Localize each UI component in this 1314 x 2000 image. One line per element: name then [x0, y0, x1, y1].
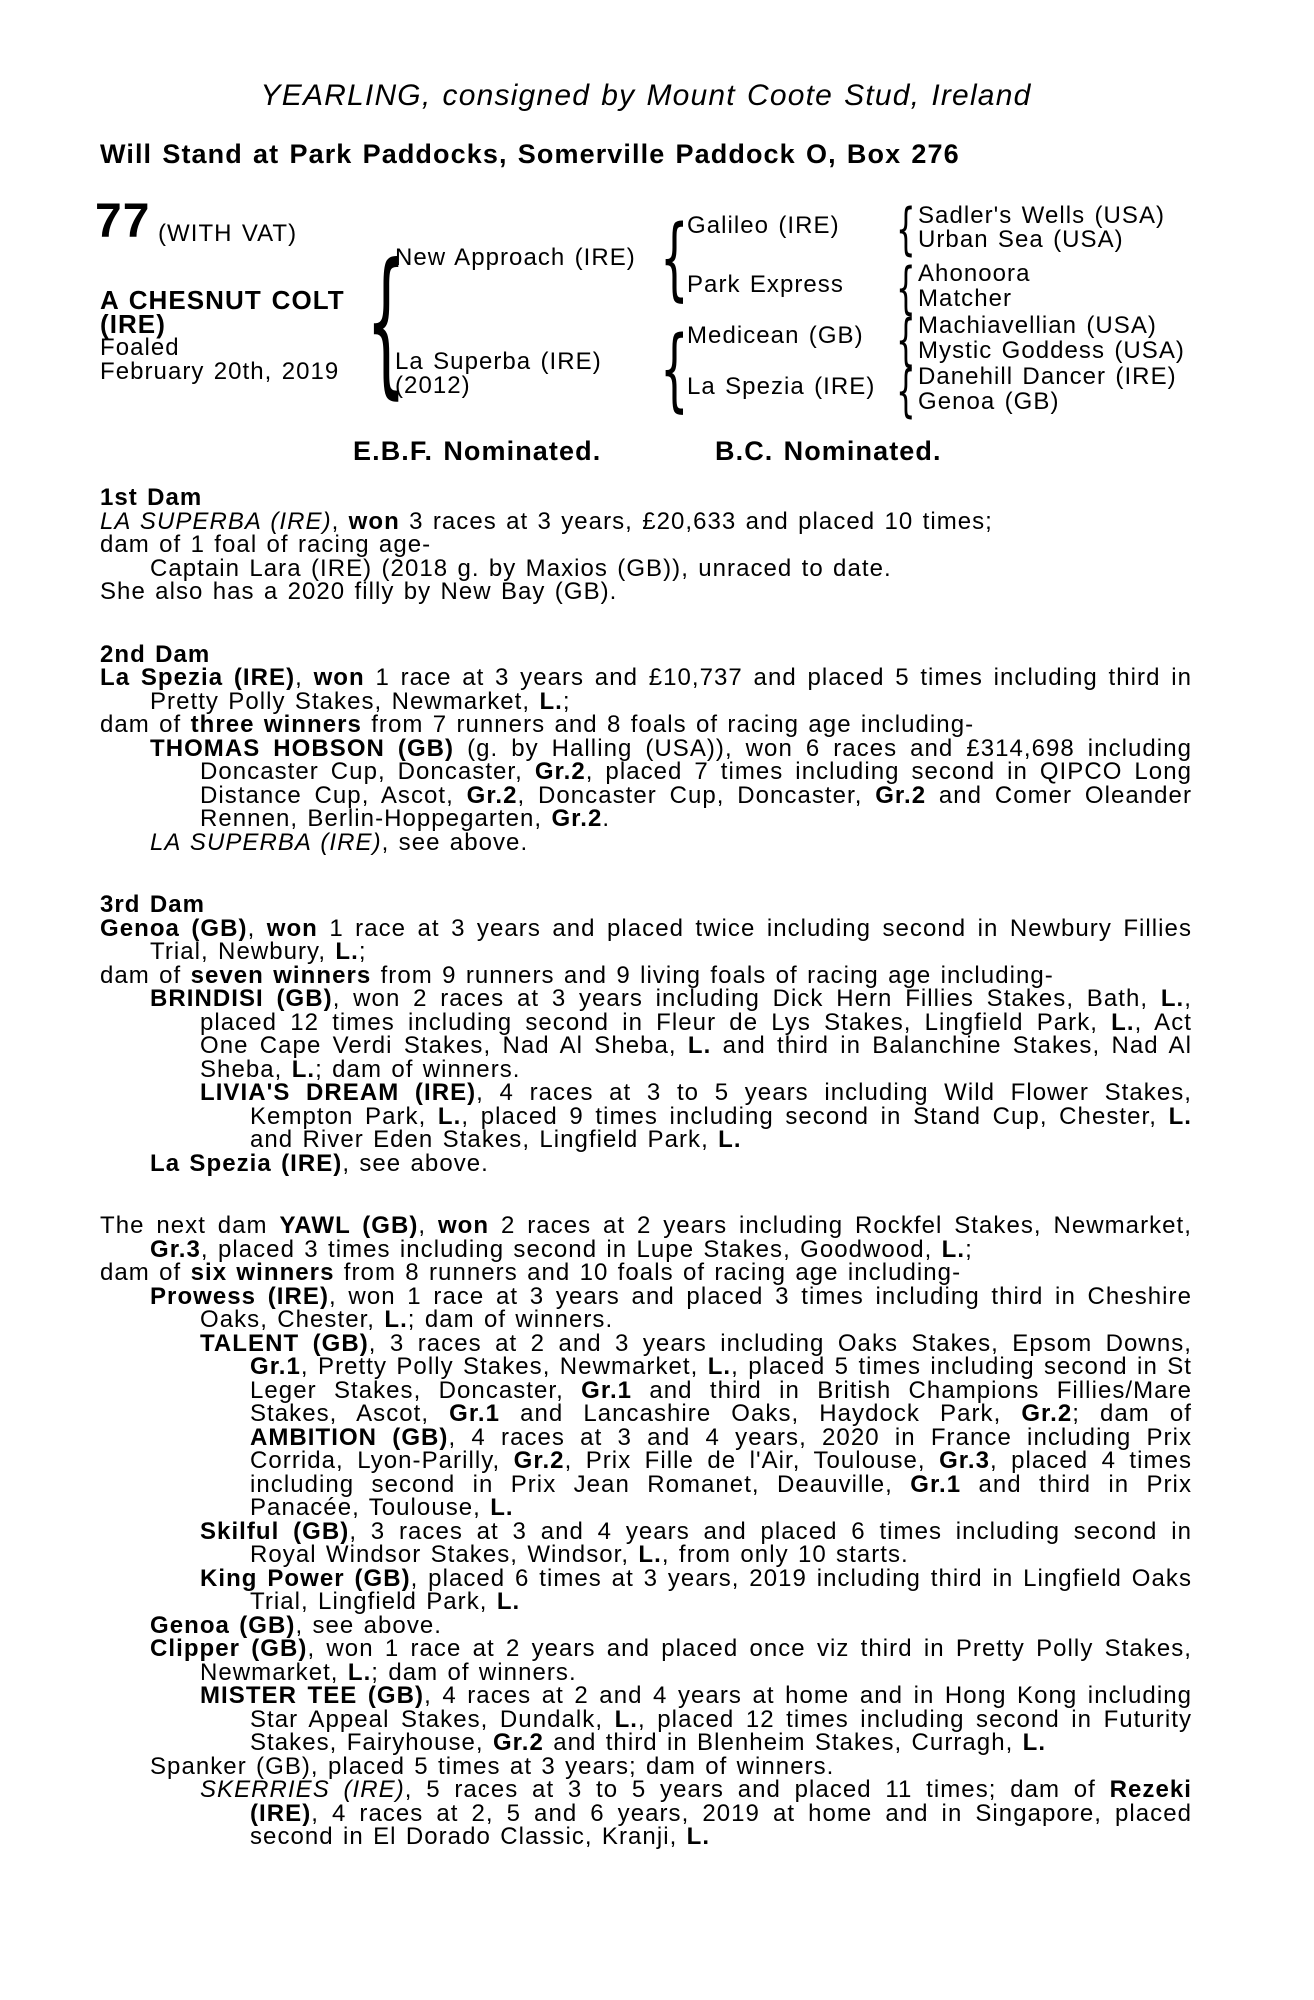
pedigree-dam-year: (2012): [395, 371, 471, 399]
pedigree-brace-parents: {: [366, 230, 407, 414]
pedigree-ggp-6: Mystic Goddess (USA): [918, 337, 1185, 364]
catalogue-paragraph-22: King Power (GB), placed 6 times at 3 years, 2019 including third in Lingfield Oaks Trial, Lingfield Park, L.: [200, 1564, 1192, 1615]
horse-name-line2: (IRE): [100, 308, 166, 339]
catalogue-paragraph-3: dam of 1 foal of racing age-: [100, 531, 432, 558]
lot-number: 77: [95, 195, 151, 248]
pedigree-ggp-3: Ahonoora: [918, 260, 1031, 287]
foaled-date: February 20th, 2019: [100, 357, 340, 385]
ebf-nominated: E.B.F. Nominated.: [353, 436, 602, 466]
catalogue-paragraph-27: SKERRIES (IRE), 5 races at 3 to 5 years and placed 11 times; dam of Rezeki (IRE), 4 races at 2, 5 and 6 years, 2019 at home and in Singapore, placed second in El Dorado Classic, Kranji, L.: [200, 1776, 1192, 1850]
pedigree-ggp-8: Genoa (GB): [918, 388, 1060, 415]
pedigree-ggp-1: Sadler's Wells (USA): [918, 202, 1166, 229]
catalogue-paragraph-18: dam of six winners from 8 runners and 10 foals of racing age including-: [100, 1259, 962, 1286]
catalogue-paragraph-7: La Spezia (IRE), won 1 race at 3 years and £10,737 and placed 5 times including third in Pretty Polly Stakes, Newmarket, L.;: [100, 664, 1192, 715]
catalogue-paragraph-1: 1st Dam: [100, 484, 203, 511]
catalogue-paragraph-17: The next dam YAWL (GB), won 2 races at 2 years including Rockfel Stakes, Newmarket, Gr.3, placed 3 times including second in Lupe Stakes, Goodwood, L.;: [100, 1212, 1192, 1263]
pedigree-brace-gg4: {: [896, 359, 917, 424]
pedigree-brace-dam: {: [660, 317, 690, 422]
stand-location-line: Will Stand at Park Paddocks, Somerville Paddock O, Box 276: [100, 139, 960, 169]
horse-name-block: [100, 285, 345, 385]
pedigree-granddam-2: La Spezia (IRE): [687, 373, 876, 400]
catalogue-paragraph-21: Skilful (GB), 3 races at 3 and 4 years and placed 6 times including second in Royal Windsor Stakes, Windsor, L., from only 10 starts.: [200, 1517, 1192, 1568]
catalogue-text: [100, 486, 1192, 1849]
catalogue-paragraph-16: La Spezia (IRE), see above.: [150, 1149, 489, 1177]
pedigree-ggp-2: Urban Sea (USA): [918, 226, 1124, 253]
pedigree-grandsire-2: Medicean (GB): [687, 322, 864, 349]
pedigree-brace-gg2: {: [896, 256, 917, 321]
pedigree-brace-sire: {: [660, 206, 690, 311]
catalogue-paragraph-9: THOMAS HOBSON (GB) (g. by Halling (USA)), won 6 races and £314,698 including Doncaster Cup, Doncaster, Gr.2, placed 7 times including second in QIPCO Long Distance Cup, Ascot, Gr.2, Doncaster Cup, Doncaster, Gr.2 and Comer Oleander Rennen, Berlin-Hoppegarten, Gr.2.: [150, 734, 1192, 832]
catalogue-paragraph-26: Spanker (GB), placed 5 times at 3 years; dam of winners.: [150, 1752, 835, 1780]
catalogue-paragraph-6: 2nd Dam: [100, 640, 211, 668]
catalogue-paragraph-11: 3rd Dam: [100, 891, 205, 918]
page-title: YEARLING, consigned by Mount Coote Stud, Ireland: [260, 79, 1032, 112]
pedigree-grandsire-1: Galileo (IRE): [687, 212, 840, 239]
catalogue-paragraph-2: LA SUPERBA (IRE), won 3 races at 3 years, £20,633 and placed 10 times;: [100, 507, 993, 535]
pedigree-dam-block: [395, 350, 602, 397]
pedigree-granddam-1: Park Express: [687, 271, 844, 298]
lot-vat-note: (WITH VAT): [158, 220, 298, 247]
pedigree-brace-gg3: {: [896, 308, 917, 373]
pedigree-dam: La Superba (IRE): [395, 348, 602, 375]
catalogue-paragraph-14: BRINDISI (GB), won 2 races at 3 years including Dick Hern Fillies Stakes, Bath, L., placed 12 times including second in Fleur de Lys Stakes, Lingfield Park, L., Act One Cape Verdi Stakes, Nad Al Sheba, L. and third in Balanchine Stakes, Nad Al Sheba, L.; dam of winners.: [150, 985, 1193, 1083]
catalogue-paragraph-12: Genoa (GB), won 1 race at 3 years and placed twice including second in Newbury Fillies Trial, Newbury, L.;: [100, 914, 1193, 965]
pedigree-brace-gg1: {: [896, 197, 917, 262]
catalogue-paragraph-8: dam of three winners from 7 runners and 8 foals of racing age including-: [100, 711, 975, 738]
pedigree-ggp-5: Machiavellian (USA): [918, 312, 1157, 339]
catalogue-paragraph-20: TALENT (GB), 3 races at 2 and 3 years including Oaks Stakes, Epsom Downs, Gr.1, Pretty Polly Stakes, Newmarket, L., placed 5 times including second in St Leger Stakes, Doncaster, Gr.1 and third in British Champions Fillies/Mare Stakes, Ascot, Gr.1 and Lancashire Oaks, Haydock Park, Gr.2; dam of AMBITION (GB), 4 races at 3 and 4 years, 2020 in France including Prix Corrida, Lyon-Parilly, Gr.2, Prix Fille de l'Air, Toulouse, Gr.3, placed 4 times including second in Prix Jean Romanet, Deauville, Gr.1 and third in Prix Panacée, Toulouse, L.: [200, 1329, 1193, 1521]
pedigree-ggp-4: Matcher: [918, 285, 1013, 312]
catalogue-paragraph-15: LIVIA'S DREAM (IRE), 4 races at 3 to 5 years including Wild Flower Stakes, Kempton Park, L., placed 9 times including second in Stand Cup, Chester, L. and River Eden Stakes, Lingfield Park, L.: [200, 1079, 1192, 1153]
catalogue-paragraph-5: She also has a 2020 filly by New Bay (GB).: [100, 578, 618, 605]
catalogue-paragraph-19: Prowess (IRE), won 1 race at 3 years and placed 3 times including third in Cheshire Oaks, Chester, L.; dam of winners.: [150, 1282, 1192, 1333]
foaled-label: Foaled: [100, 334, 180, 361]
pedigree-sire: New Approach (IRE): [395, 244, 636, 271]
pedigree-ggp-7: Danehill Dancer (IRE): [918, 363, 1177, 390]
bc-nominated: B.C. Nominated.: [715, 436, 942, 466]
catalogue-paragraph-10: LA SUPERBA (IRE), see above.: [150, 828, 529, 856]
catalogue-paragraph-23: Genoa (GB), see above.: [150, 1611, 442, 1639]
catalogue-paragraph-13: dam of seven winners from 9 runners and 9 living foals of racing age including-: [100, 961, 1054, 989]
catalogue-paragraph-4: Captain Lara (IRE) (2018 g. by Maxios (GB)), unraced to date.: [150, 554, 892, 582]
horse-name-line1: A CHESNUT COLT: [100, 285, 345, 315]
catalogue-paragraph-25: MISTER TEE (GB), 4 races at 2 and 4 years at home and in Hong Kong including Star Appeal Stakes, Dundalk, L., placed 12 times including second in Futurity Stakes, Fairyhouse, Gr.2 and third in Blenheim Stakes, Curragh, L.: [200, 1682, 1192, 1756]
catalogue-paragraph-24: Clipper (GB), won 1 race at 2 years and placed once viz third in Pretty Polly Stakes, Newmarket, L.; dam of winners.: [150, 1635, 1192, 1686]
